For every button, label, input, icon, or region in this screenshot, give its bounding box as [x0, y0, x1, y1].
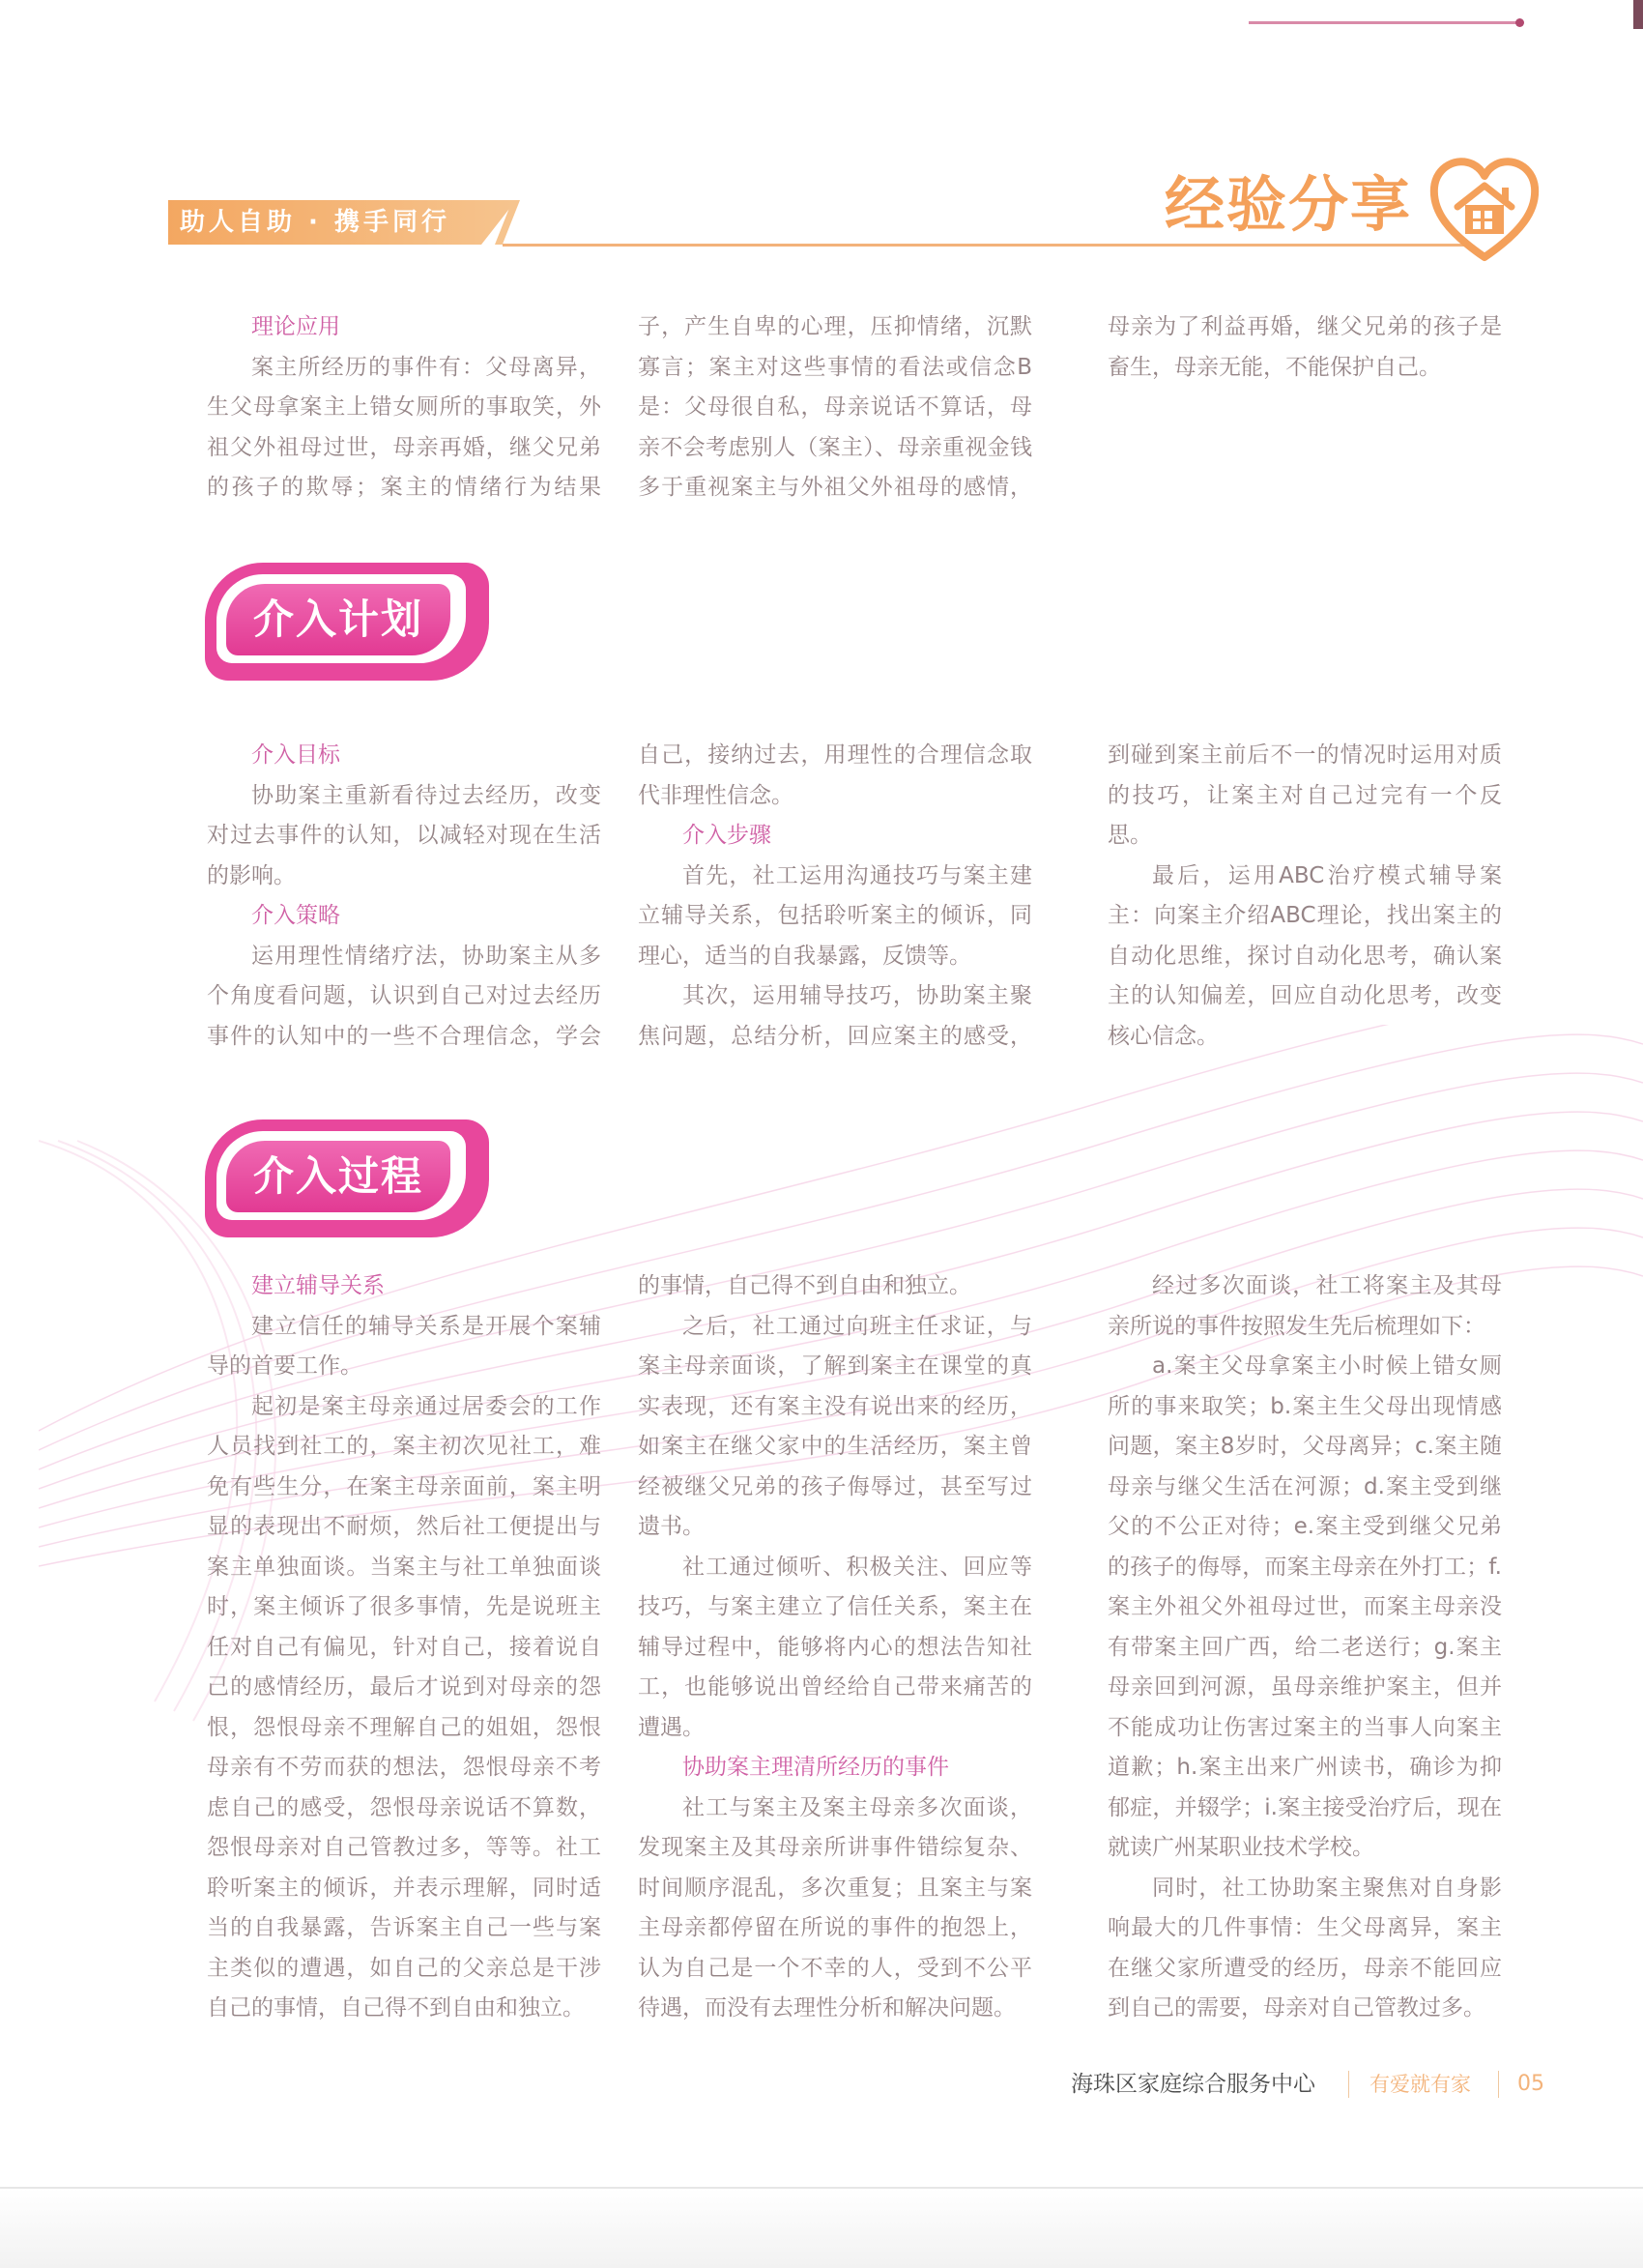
relation-paragraph-2: 起初是案主母亲通过居委会的工作人员找到社工的，案主初次见社工，难免有些生分，在案主母亲面前，案主明显的表现出不耐烦，然后社工便提出与案主单独面谈。当案主与社工单独面谈时，案主倾诉了很多事情，先是说班主任对自己有偏见，针对自己，接着说自己的感情经历，最后才说到对母亲的怨恨，怨恨母亲不理解自己的姐姐，怨恨母亲有不劳而获的想法，怨恨母亲不考虑自己的感受，怨恨母亲说话不算数，怨恨母亲对自己管教过多，等等。社工聆听案主的倾诉，并表示理解，同时适当的自我暴露，告诉案主自己一些与案主类似的遭遇，如自己的父亲总是干涉自己的事情，自己得不到自由和独立。: [207, 1393, 601, 2021]
goal-heading: 介入目标: [251, 742, 340, 768]
theory-column-1: [207, 307, 601, 510]
page-title: 经验分享: [1165, 169, 1413, 240]
strategy-paragraph: 运用理性情绪疗法，协助案主从多个角度看问题，认识到自己对过去经历事件的认知中的一些不合理信念，学会: [207, 943, 601, 1049]
plan-column-3: [1108, 736, 1502, 1057]
relation-paragraph-4: 社工通过倾听、积极关注、回应等技巧，与案主建立了信任关系，案主在辅导过程中，能够将内心的想法告知社工，也能够说出曾经给自己带来痛苦的遭遇。: [638, 1554, 1032, 1740]
steps-paragraph-3: 最后，运用ABC治疗模式辅导案主：向案主介绍ABC理论，找出案主的自动化思维，探讨自动化思考，确认案主的认知偏差，回应自动化思考，改变核心信念。: [1108, 862, 1502, 1049]
footer-slogan: 有爱就有家: [1369, 2073, 1471, 2096]
theory-column-2: [638, 307, 1032, 510]
theory-paragraph-continued: 子，产生自卑的心理，压抑情绪，沉默寡言；案主对这些事情的看法或信念B是：父母很自私，母亲说话不算话，母亲不会考虑别人（案主）、母亲重视金钱多于重视案主与外祖父外祖母的感情，: [638, 314, 1032, 500]
paper-edge: [0, 2187, 1643, 2268]
header-rule: [503, 244, 1469, 247]
footer-divider: [1498, 2071, 1499, 2098]
header-tag: 助人自助 · 携手同行: [180, 208, 450, 237]
theory-column-3: [1108, 307, 1502, 433]
clarify-paragraph-3: a.案主父母拿案主小时候上错女厕所的事来取笑；b.案主生父母出现情感问题，案主8岁时，父母离异；c.案主随母亲与继父生活在河源；d.案主受到继父的不公正对待；e.案主受到继父兄弟的孩子的侮辱，而案主母亲在外打工；f.案主外祖父外祖母过世，而案主母亲没有带案主回广西，给二老送行；g.案主母亲回到河源，虽母亲维护案主，但并不能成功让伤害过案主的当事人向案主道歉；h.案主出来广州读书，确诊为抑郁症，并辍学；i.案主接受治疗后，现在就读广州某职业技术学校。: [1108, 1353, 1502, 1860]
theory-paragraph: 案主所经历的事件有：父母离异，生父母拿案主上错女厕所的事取笑，外祖父外祖母过世，母亲再婚，继父兄弟的孩子的欺辱；案主的情绪行为结果: [207, 354, 601, 500]
relation-continued-wrap: [638, 1266, 1032, 1307]
process-column-2: [638, 1266, 1032, 2028]
section-banner-plan: [205, 563, 489, 681]
top-decorative-dot: [1515, 18, 1524, 27]
section-title-plan: 介入计划: [252, 596, 423, 643]
process-column-3: [1108, 1266, 1502, 2028]
theory-heading: 理论应用: [251, 314, 340, 339]
process-column-1: [207, 1266, 601, 2028]
relation-heading: 建立辅导关系: [251, 1273, 385, 1298]
relation-paragraph-2-continued: 的事情，自己得不到自由和独立。: [638, 1273, 971, 1298]
clarify-heading: 协助案主理清所经历的事件: [682, 1755, 949, 1780]
strategy-continued-wrap: [638, 736, 1032, 816]
steps-paragraph-2-continued: 到碰到案主前后不一的情况时运用对质的技巧，让案主对自己过完有一个反思。: [1108, 742, 1502, 848]
section-banner-process: [205, 1119, 489, 1237]
page-number: 05: [1517, 2072, 1544, 2096]
footer-divider: [1348, 2071, 1349, 2098]
clarify-paragraph-1: 社工与案主及案主母亲多次面谈，发现案主及其母亲所讲事件错综复杂、时间顺序混乱，多次重复；且案主与案主母亲都停留在所说的事件的抱怨上，认为自己是一个不幸的人，受到不公平待遇，而没有去理性分析和解决问题。: [638, 1794, 1032, 2021]
heart-house-icon: [1428, 155, 1541, 263]
steps-paragraph-2: 其次，运用辅导技巧，协助案主聚焦问题，总结分析，回应案主的感受，: [638, 983, 1032, 1049]
goal-paragraph: 协助案主重新看待过去经历，改变对过去事件的认知，以减轻对现在生活的影响。: [207, 782, 601, 888]
relation-paragraph-3: 之后，社工通过向班主任求证，与案主母亲面谈，了解到案主在课堂的真实表现，还有案主没有说出来的经历，如案主在继父家中的生活经历，案主曾经被继父兄弟的孩子侮辱过，甚至写过遗书。: [638, 1313, 1032, 1539]
steps-paragraph-1: 首先，社工运用沟通技巧与案主建立辅导关系，包括聆听案主的倾诉，同理心，适当的自我暴露，反馈等。: [638, 862, 1032, 969]
theory-paragraph-end: 母亲为了利益再婚，继父兄弟的孩子是畜生，母亲无能，不能保护自己。: [1108, 314, 1502, 380]
top-decorative-line: [1249, 21, 1522, 24]
corner-mark: [1633, 0, 1643, 29]
relation-paragraph-1: 建立信任的辅导关系是开展个案辅导的首要工作。: [207, 1313, 601, 1379]
plan-column-1: [207, 736, 601, 1057]
clarify-paragraph-4: 同时，社工协助案主聚焦对自身影响最大的几件事情：生父母离异，案主在继父家所遭受的经历，母亲不能回应到自己的需要，母亲对自己管教过多。: [1108, 1875, 1502, 2021]
section-title-process: 介入过程: [252, 1152, 423, 1200]
plan-column-2: [638, 736, 1032, 1057]
steps-continued-wrap: [1108, 736, 1502, 857]
footer-organization: 海珠区家庭综合服务中心: [1071, 2072, 1315, 2097]
strategy-heading: 介入策略: [251, 903, 340, 928]
clarify-paragraph-2: 经过多次面谈，社工将案主及其母亲所说的事件按照发生先后梳理如下：: [1108, 1273, 1502, 1339]
steps-heading: 介入步骤: [682, 823, 771, 848]
strategy-paragraph-continued: 自己，接纳过去，用理性的合理信念取代非理性信念。: [638, 742, 1032, 808]
